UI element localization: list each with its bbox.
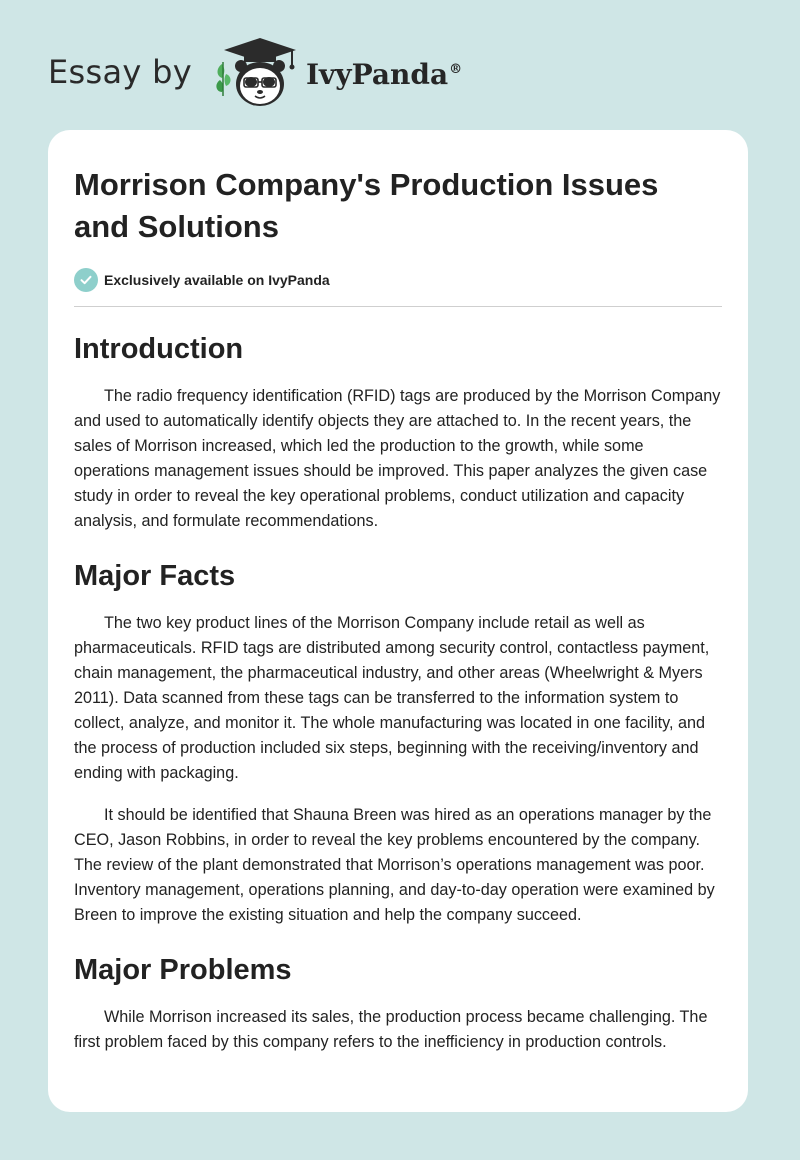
check-icon [74,268,98,292]
divider [74,306,722,307]
registered-mark: ® [449,62,463,78]
paragraph: While Morrison increased its sales, the production process became challenging. The first problem faced by this company refers to the inefficiency in production controls. [74,1008,708,1051]
paragraph: The two key product lines of the Morrison Company include retail as well as pharmaceuticals. RFID tags are distributed among security control, contactless payment, chain management, the pharmaceutical industry, and other areas (Wheelwright & Myers 2011). Data scanned from these tags can be transferred to the information system to collect, analyze, and monitor it. The whole manufacturing was located in one facility, and the process of production included six steps, beginning with the receiving/inventory and ending with packaging. [74,614,710,782]
paragraph: It should be identified that Shauna Breen was hired as an operations manager by the CEO, Jason Robbins, in order to reveal the key problems encountered by the company. The review of the plant demonstrated that Morrison’s operations management was poor. Inventory management, operations planning, and day-to-day operation were examined by Breen to improve the existing situation and help the company succeed. [74,806,715,924]
section-major-problems [74,952,722,1055]
brand-prefix: Essay by [48,53,192,91]
exclusive-badge [74,268,722,292]
paragraph: The radio frequency identification (RFID) tags are produced by the Morrison Company and used to automatically identify objects they are attached to. In the recent years, the sales of Morrison increased, which led the production to the growth, while some operations management issues should be improved. This paper analyzes the given case study in order to reveal the key operational problems, conduct utilization and capacity analysis, and formulate recommendations. [74,387,721,530]
section-heading: Introduction [74,333,244,365]
section-heading: Major Problems [74,954,292,986]
brand-name[interactable]: IvyPanda® [305,57,463,91]
essay-card [48,130,748,1112]
section-major-facts [74,558,722,928]
badge-text: Exclusively available on IvyPanda [104,272,330,288]
site-header [48,34,462,110]
page-title: Morrison Company's Production Issues and Solutions [74,167,659,244]
section-heading: Major Facts [74,560,236,592]
section-introduction [74,331,722,534]
panda-logo-icon[interactable] [210,34,302,110]
